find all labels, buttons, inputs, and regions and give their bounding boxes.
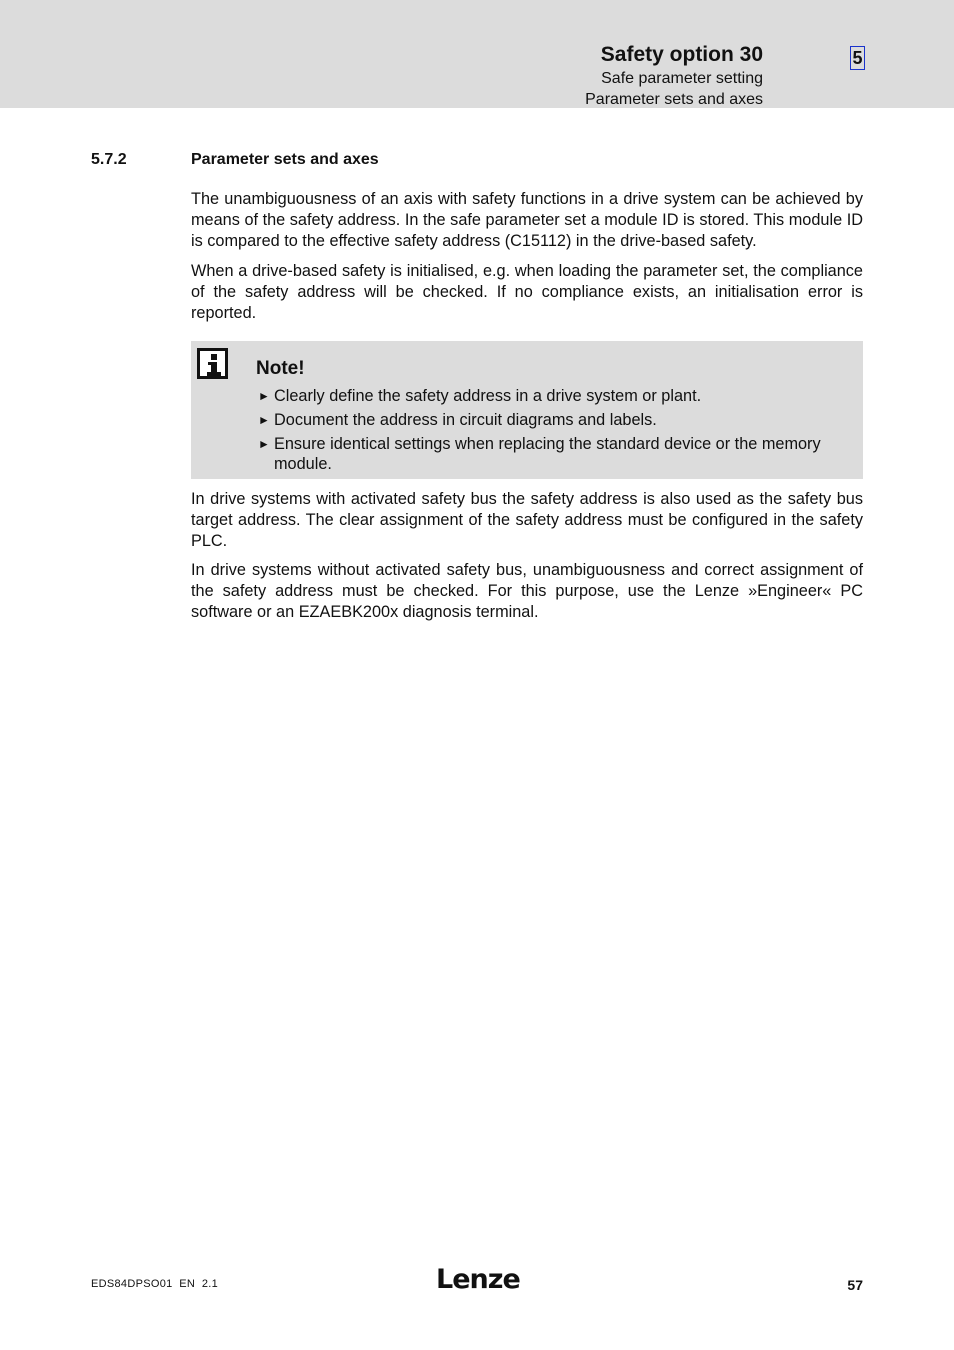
subsection-subtitle: Parameter sets and axes <box>585 91 763 108</box>
note-item-text: Document the address in circuit diagrams and labels. <box>274 411 657 429</box>
note-list-item <box>258 386 858 406</box>
section-subtitle: Safe parameter setting <box>601 70 763 87</box>
bullet-arrow-icon: ► <box>258 389 270 403</box>
note-list <box>258 386 858 478</box>
paragraph-without-safety-bus: In drive systems without activated safety bus, unambiguousness and correct assignment of the safety address must be checked. For this purpose, use the Lenze »Engineer« PC software or an EZAEBK200x diagnosis terminal. <box>191 561 863 621</box>
page-header <box>0 0 954 108</box>
chapter-title: Safety option 30 <box>600 43 763 66</box>
note-box <box>191 341 863 479</box>
paragraph-axis-unambiguousness: The unambiguousness of an axis with safety functions in a drive system can be achieved by means of the safety address. In the safe parameter set a module ID is stored. This module ID is compared to the effective safety address (C15112) in the drive-based safety. <box>191 190 863 250</box>
document-id: EDS84DPSO01 EN 2.1 <box>91 1278 219 1290</box>
page-number: 57 <box>847 1277 863 1293</box>
lenze-logo: Lenze <box>436 1264 520 1295</box>
header-text-block <box>585 42 763 110</box>
note-item-text: Clearly define the safety address in a drive system or plant. <box>274 387 702 405</box>
paragraph-initialisation-check: When a drive-based safety is initialised, e.g. when loading the parameter set, the compliance of the safety address will be checked. If no compliance exists, an initialisation error is reported. <box>191 262 863 322</box>
note-list-item <box>258 410 858 430</box>
bullet-arrow-icon: ► <box>258 437 270 451</box>
bullet-arrow-icon: ► <box>258 413 270 427</box>
note-item-text: Ensure identical settings when replacing the standard device or the memory module. <box>274 435 821 473</box>
paragraph-safety-bus-target: In drive systems with activated safety bus the safety address is also used as the safety bus target address. The clear assignment of the safety address must be configured in the safety PLC. <box>191 490 863 550</box>
info-icon <box>197 348 228 379</box>
section-number: 5.7.2 <box>91 151 127 168</box>
chapter-number-badge[interactable]: 5 <box>850 46 865 70</box>
note-title: Note! <box>256 358 305 379</box>
section-heading: Parameter sets and axes <box>191 151 379 168</box>
note-list-item <box>258 434 858 474</box>
